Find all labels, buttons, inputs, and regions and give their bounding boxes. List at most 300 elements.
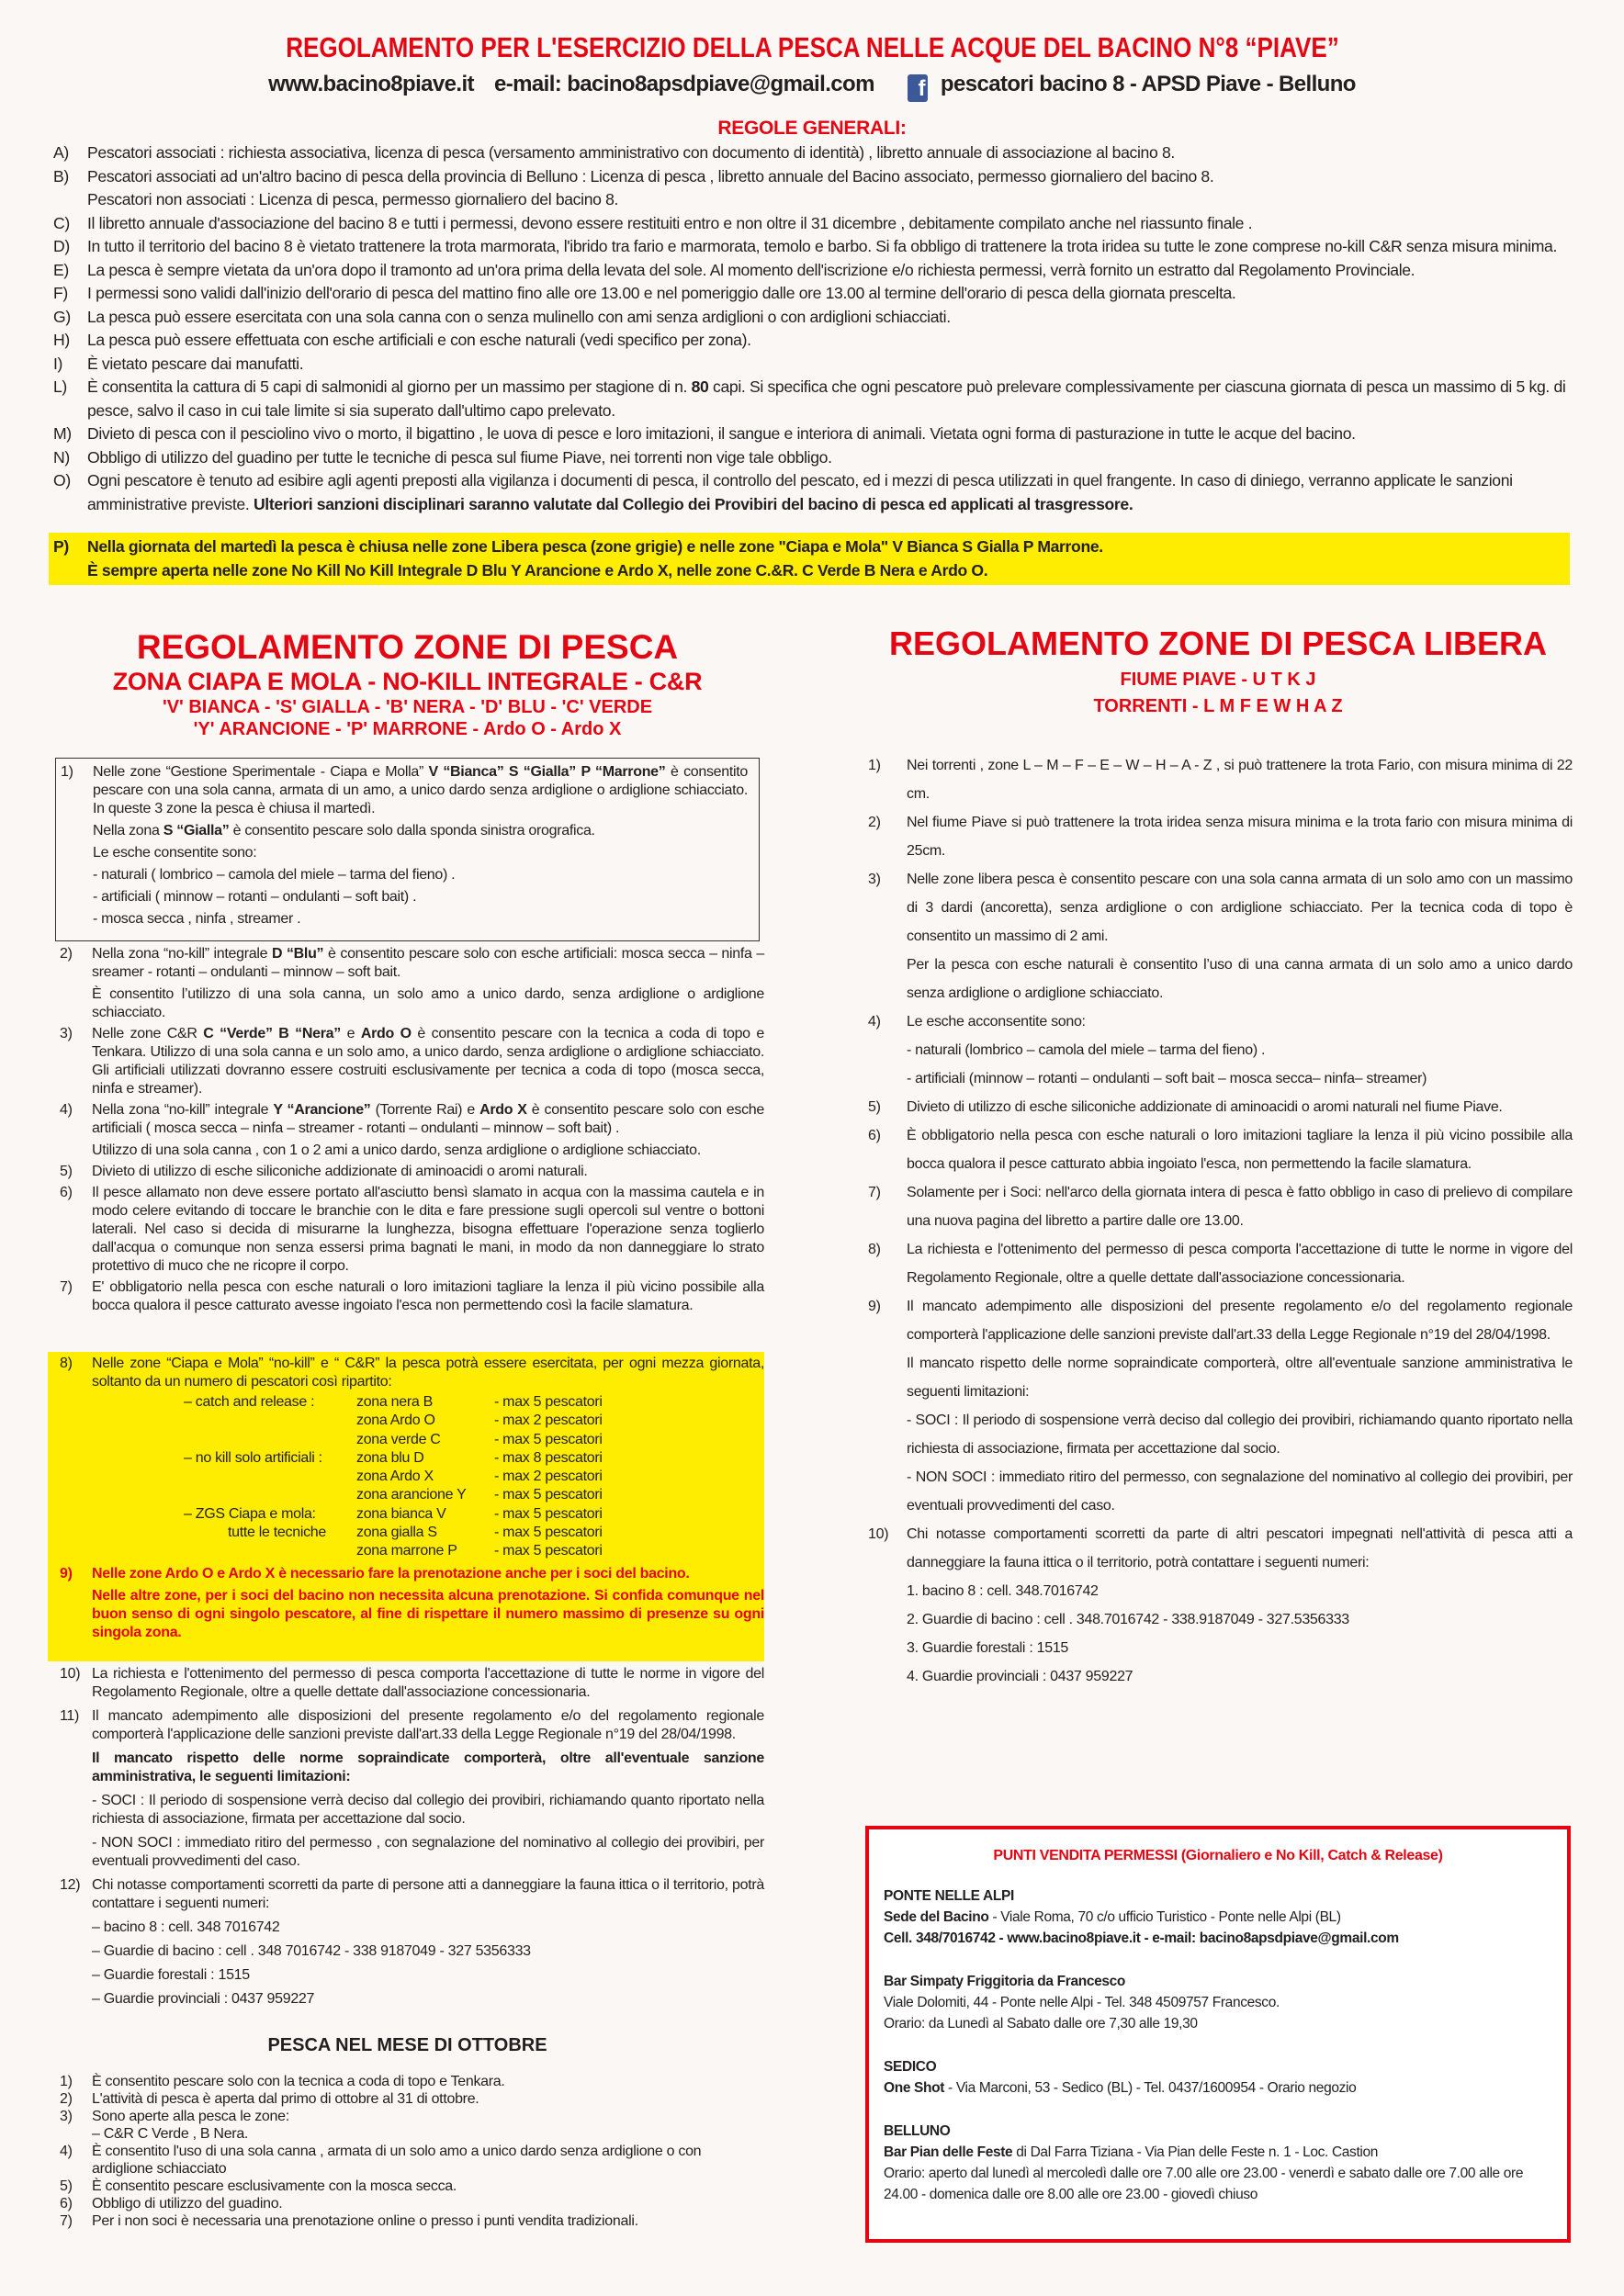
text-segment: 4. Guardie provinciali : 0437 959227 <box>907 1669 1133 1684</box>
list-item <box>863 808 1573 865</box>
paragraph <box>92 2212 764 2230</box>
quota-category <box>184 1412 356 1430</box>
list-item <box>49 212 1573 236</box>
list-item <box>863 865 1573 1007</box>
text-segment: 1. bacino 8 : cell. 348.7016742 <box>907 1583 1099 1599</box>
list-item <box>49 535 1570 582</box>
zone-rules-list <box>51 945 764 1318</box>
list-item <box>863 1007 1573 1093</box>
text-segment: V “Bianca” S “Gialla” P “Marrone” <box>428 764 666 780</box>
text-segment: Sono aperte alla pesca le zone: <box>92 2109 289 2124</box>
text-segment: Nel fiume Piave si può trattenere la trota iridea senza misura minima e la trota fario con misura minima di 25cm. <box>907 815 1573 859</box>
item-body <box>87 469 1573 516</box>
text-segment: È sempre aperta nelle zone No Kill No Kill Integrale D Blu Y Arancione e Ardo X, nelle zone C.&R. C Verde B Nera e Ardo O. <box>87 560 988 580</box>
item-number: 5) <box>60 1164 73 1179</box>
item-body <box>93 763 748 929</box>
quota-category <box>184 1431 356 1449</box>
item-number: A) <box>53 143 69 162</box>
paragraph <box>92 1587 764 1642</box>
paragraph <box>87 212 1573 236</box>
paragraph <box>87 188 1573 212</box>
paragraph <box>87 376 1573 422</box>
quota-category: – ZGS Ciapa e mola: <box>184 1505 316 1522</box>
list-item <box>49 446 1573 470</box>
list-item <box>49 306 1573 330</box>
quota-zone: zona nera B <box>356 1394 433 1410</box>
paragraph <box>92 2090 764 2108</box>
item-number: 10) <box>868 1526 889 1542</box>
quota-category <box>184 1542 356 1560</box>
item-number: 2) <box>60 2091 73 2107</box>
text-segment: One Shot <box>884 2080 945 2096</box>
text-segment: Orario: aperto dal lunedì al mercoledì dalle ore 7.00 alle ore 23.00 - venerdì e sabato dalle ore 7.00 alle ore 24.00 - domenica dalle ore 8.00 alle ore 23.00 - giovedì chiuso <box>884 2166 1524 2202</box>
item-body <box>907 1121 1573 1178</box>
text-segment: Ulteriori sanzioni disciplinari saranno valutate dal Collegio dei Provibiri del bacino di pesca ed applicati al trasgressore. <box>253 494 1133 513</box>
paragraph <box>92 1163 764 1181</box>
text-segment: È consentita la cattura di 5 capi di salmonidi al giorno per un massimo per stagione di n. <box>87 377 692 396</box>
paragraph <box>907 1662 1573 1691</box>
item-number: 3) <box>60 1026 73 1041</box>
text-segment: - NON SOCI : immediato ritiro del permesso, con segnalazione del nominativo al collegio dei provibiri, per eventuali provvedimenti del caso. <box>907 1469 1573 1514</box>
text-segment: - Viale Roma, 70 c/o ufficio Turistico - Ponte nelle Alpi (BL) <box>988 1909 1341 1925</box>
list-item <box>51 2178 764 2195</box>
paragraph <box>87 329 1573 353</box>
item-number: 8) <box>868 1242 881 1257</box>
text-segment: Nei torrenti , zone L – M – F – E – W – H – A - Z , si può trattenere la trota Fario, con misura minima di 22 cm. <box>907 758 1573 802</box>
item-number: 1) <box>61 764 73 780</box>
text-segment: Divieto di pesca con il pesciolino vivo o morto, il bigattino , le uova di pesce e loro imitazioni, il sangue e interiora di animali. Vietata ogni forma di pasturazione in tutte le acque del bacino. <box>87 424 1356 443</box>
sales-point <box>884 1971 1552 2034</box>
item-body <box>907 1292 1573 1520</box>
item-body <box>92 945 764 1022</box>
quota-max: - max 5 pescatori <box>494 1431 603 1447</box>
quota-category: tutte le tecniche <box>228 1525 326 1541</box>
list-item <box>49 353 1573 377</box>
text-segment: - SOCI : Il periodo di sospensione verrà deciso dal collegio dei provibiri, richiamando quanto riportato nella richiesta di associazione, firmata per accettazione dal socio. <box>907 1412 1573 1457</box>
paragraph <box>92 1184 764 1276</box>
item-number: 10) <box>60 1666 81 1682</box>
quota-zone: zona gialla S <box>356 1525 437 1541</box>
paragraph <box>907 951 1573 1007</box>
item-number: 9) <box>868 1299 881 1314</box>
text-segment: La richiesta e l'ottenimento del permesso di pesca comporta l'accettazione di tutte le norme in vigore del Regolamento Regionale, oltre a quelle dettate dall'associazione concessionaria. <box>907 1242 1573 1286</box>
item-number: C) <box>53 213 70 232</box>
paragraph <box>907 1064 1573 1093</box>
free-zone-header <box>863 621 1573 720</box>
item-number: 12) <box>60 1877 81 1893</box>
item-number: 4) <box>60 2144 73 2159</box>
list-item <box>863 1121 1573 1178</box>
sales-point <box>884 2056 1552 2099</box>
list-item <box>49 376 1573 422</box>
stream-zones: TORRENTI - L M F E W H A Z <box>1093 696 1343 716</box>
text-segment: La pesca è sempre vietata da un'ora dopo il tramonto ad un'ora prima della levata del sole. Al momento dell'iscrizione e/o richiesta permessi, verrà fornito un estratto dal Regolamento Provinciale. <box>87 260 1415 279</box>
paragraph <box>87 282 1573 306</box>
list-item <box>51 2143 764 2178</box>
text-segment: Nelle zone Ardo O e Ardo X è necessario fare la prenotazione anche per i soci del bacino. <box>92 1565 690 1581</box>
item-body <box>92 1163 764 1181</box>
text-segment: - artificiali (minnow – rotanti – ondulanti – soft bait – mosca secca– ninfa– streamer) <box>907 1071 1427 1086</box>
list-item <box>56 763 748 929</box>
list-item <box>863 1093 1573 1121</box>
text-segment: - artificiali ( minnow – rotanti – ondulanti – soft bait) . <box>93 889 417 905</box>
text-segment: Per la pesca con esche naturali è consentito l’uso di una canna armata di un solo amo a unico dardo senza ardiglione o ardiglione schiacciato. <box>907 957 1573 1001</box>
paragraph <box>907 1520 1573 1577</box>
item-body <box>92 2212 764 2230</box>
text-segment: Nelle zone libera pesca è consentito pescare con una sola canna armata di un solo amo con un massimo di 3 dardi (ancoretta), senza ardiglione o con ardiglione schiacciato. Per la tecnica coda di topo è consentito un massimo di 2 ami. <box>907 872 1573 944</box>
item-body <box>92 1665 764 1702</box>
list-item <box>51 2073 764 2090</box>
zone-rule-box <box>55 758 760 941</box>
general-rules-heading: REGOLE GENERALI: <box>717 118 907 139</box>
paragraph <box>92 1876 764 1913</box>
text-segment: Cell. 348/7016742 - www.bacino8piave.it - e-mail: bacino8apsdpiave@gmail.com <box>884 1930 1399 1946</box>
paragraph <box>92 2073 764 2090</box>
item-body <box>87 376 1573 422</box>
item-body <box>87 306 1573 330</box>
text-segment: Bar Pian delle Feste <box>884 2144 1013 2160</box>
item-number: 1) <box>868 758 881 773</box>
text-segment: La richiesta e l'ottenimento del permesso di pesca comporta l'accettazione di tutte le norme in vigore del Regolamento Regionale, oltre a quelle dettate dall'associazione concessionaria. <box>92 1666 764 1700</box>
paragraph <box>87 235 1573 259</box>
paragraph <box>87 559 1570 583</box>
quota-zone: zona marrone P <box>356 1543 457 1559</box>
text-segment: S “Gialla” <box>163 823 230 838</box>
text-segment: Le esche consentite sono: <box>93 845 257 861</box>
text-segment: Sede del Bacino <box>884 1909 989 1925</box>
paragraph <box>87 353 1573 377</box>
list-item <box>863 1520 1573 1691</box>
item-body <box>907 1007 1573 1093</box>
item-number: I) <box>53 354 63 373</box>
list-item <box>49 235 1573 259</box>
general-rules-highlight <box>49 533 1570 585</box>
text-segment: Solamente per i Soci: nell'arco della giornata intera di pesca è fatto obbligo in caso di prelievo di compilare una nuova pagina del libretto a partire dalle ore 13.00. <box>907 1185 1573 1229</box>
item-body <box>92 2073 764 2090</box>
quota-zone: zona bianca V <box>356 1505 446 1522</box>
item-body <box>92 1184 764 1276</box>
quota-zone: zona blu D <box>356 1449 424 1466</box>
paragraph <box>92 1025 764 1098</box>
zone-rules-list-continued <box>51 1665 764 2014</box>
text-segment: Il mancato rispetto delle norme sopraindicate comporterà, oltre all'eventuale sanzione amministrativa le seguenti limitazioni: <box>907 1356 1573 1400</box>
item-number: 3) <box>868 872 881 887</box>
text-segment: È consentito l'uso di una sola canna , armata di un solo amo a unico dardo senza ardiglione o con ardiglione schiacciato <box>92 2144 702 2177</box>
text-segment: Pescatori non associati : Licenza di pesca, permesso giornaliero del bacino 8. <box>87 190 619 208</box>
permit-sales-box <box>865 1826 1571 2243</box>
text-segment: È consentito l’utilizzo di una sola canna, un solo amo a unico dardo, senza ardiglione o ardiglione schiacciato. <box>92 986 764 1020</box>
paragraph <box>907 1577 1573 1605</box>
sales-point <box>884 1885 1552 1949</box>
quota-zone: zona Ardo X <box>356 1469 434 1485</box>
item-number: 1) <box>60 2074 73 2089</box>
paragraph <box>92 985 764 1022</box>
item-body <box>87 329 1573 353</box>
text-segment: Il mancato adempimento alle disposizioni del presente regolamento e/o del regolamento regionale comporterà l'applicazione delle sanzioni previste dall'art.33 della Legge Regionale n°19 del 28/04/1998. <box>907 1299 1573 1343</box>
list-item <box>51 2108 764 2143</box>
facebook-icon: f <box>908 74 928 102</box>
text-segment: Nella giornata del martedì la pesca è chiusa nelle zone Libera pesca (zone grigie) e nelle zone "Ciapa e Mola" V Bianca S Gialla P Marrone. <box>87 537 1103 556</box>
paragraph <box>92 1278 764 1315</box>
sales-point-line <box>884 2077 1552 2099</box>
quota-table <box>184 1393 764 1561</box>
item-body <box>92 2178 764 2195</box>
paragraph <box>92 1101 764 1138</box>
paragraph <box>87 446 1573 470</box>
paragraph <box>87 306 1573 330</box>
item-body <box>92 1707 764 1871</box>
item-number: 2) <box>60 946 73 962</box>
text-segment: Nelle altre zone, per i soci del bacino non necessita alcuna prenotazione. Si confida comunque nel buon senso di ogni singolo pescatore, al fine di rispettare il numero massimo di presenze su ogni singola zona. <box>92 1587 764 1640</box>
text-segment: è consentito pescare solo dalla sponda sinistra orografica. <box>229 823 595 838</box>
paragraph <box>92 1919 764 1937</box>
sales-point-name: SEDICO <box>884 2059 937 2075</box>
text-segment: è consentito pescare solo con esche artificiali: mosca secca – ninfa – sreamer - rotanti – ondulanti – minnow – soft bait. <box>92 946 764 980</box>
quota-max: - max 5 pescatori <box>494 1505 603 1522</box>
item-number: 6) <box>868 1128 881 1143</box>
paragraph <box>907 1093 1573 1121</box>
quota-category: – no kill solo artificiali : <box>184 1449 322 1466</box>
quota-zone: zona arancione Y <box>356 1487 467 1503</box>
item-body <box>87 141 1573 165</box>
text-segment: - mosca secca , ninfa , streamer . <box>93 911 301 927</box>
paragraph <box>93 844 748 862</box>
item-body <box>92 1101 764 1160</box>
text-segment: Il mancato rispetto delle norme sopraindicate comporterà, oltre all'eventuale sanzione amministrativa, le seguenti limitazioni: <box>92 1750 764 1784</box>
paragraph <box>907 1036 1573 1064</box>
item-body <box>87 259 1573 283</box>
text-segment: Il mancato adempimento alle disposizioni del presente regolamento e/o del regolamento regionale comporterà l'applicazione delle sanzioni previste dall'art.33 della Legge Regionale n°19 del 28/04/1998. <box>92 1708 764 1742</box>
text-segment: È obbligatorio nella pesca con esche naturali o loro imitazioni tagliare la lenza il più vicino possibile alla bocca qualora il pesce catturato abbia ingoiato l'esca, non permettendo la facile slamatura. <box>907 1128 1573 1172</box>
list-item <box>863 1235 1573 1292</box>
item-body <box>87 446 1573 470</box>
item-body <box>92 1565 764 1642</box>
contact-line <box>0 72 1624 102</box>
sales-point-line <box>884 2163 1552 2205</box>
text-segment: Le esche acconsentite sono: <box>907 1014 1086 1030</box>
list-item <box>49 165 1573 212</box>
text-segment: I permessi sono validi dall'inizio dell'orario di pesca del mattino fino alle ore 13.00 e nel pomeriggio dalle ore 13.00 al termine dell'orario di pesca della giornata prescelta. <box>87 284 1236 302</box>
text-segment: è consentito pescare con una sola canna, armata di un amo, a unico dardo senza ardiglione o ardiglione schiacciato. In queste 3 zone la pesca è chiusa il martedì. <box>93 764 749 816</box>
zone-list-line-1: 'V' BIANCA - 'S' GIALLA - 'B' NERA - 'D' BLU - 'C' VERDE <box>162 697 653 717</box>
paragraph <box>92 1834 764 1871</box>
email-link[interactable]: e-mail: bacino8apsdpiave@gmail.com <box>494 72 874 96</box>
list-item <box>51 1707 764 1871</box>
october-rules-list <box>51 2073 764 2230</box>
item-body <box>92 1025 764 1098</box>
item-number: G) <box>53 307 71 326</box>
quota-zone: zona Ardo O <box>356 1412 435 1429</box>
list-item <box>51 945 764 1022</box>
list-item <box>863 1178 1573 1235</box>
text-segment: Nelle zone “Gestione Sperimentale - Ciapa e Molla” <box>93 764 429 780</box>
item-number: 3) <box>60 2109 73 2124</box>
item-number: 7) <box>60 2213 73 2229</box>
text-segment: La pesca può essere esercitata con una sola canna con o senza mulinello con ami senza ardiglioni o con ardiglioni schiacciati. <box>87 307 951 326</box>
paragraph <box>92 2108 764 2125</box>
text-segment: Divieto di utilizzo di esche siliconiche addizionate di aminoacidi o aromi naturali. <box>92 1164 588 1179</box>
quota-max: - max 2 pescatori <box>494 1469 603 1485</box>
quota-category <box>184 1468 356 1486</box>
text-segment: Ardo X <box>479 1102 527 1118</box>
paragraph <box>907 1463 1573 1520</box>
item-body <box>92 2108 764 2143</box>
text-segment: Il pesce allamato non deve essere portato all'asciutto bensì slamato in acqua con la massima cautela e in modo celere evitando di toccare le branchie con le dita e fare pressione sugli opercoli sul ventre o bottoni laterali. Nel caso si decida di misurarne la lunghezza, bisogna effettuare l'operazione senza toglierlo dall'acqua o comunque non senza essersi prima bagnati le mani, in modo da non danneggiare lo strato protettivo di muco che ne ricopre il corpo. <box>92 1185 764 1274</box>
paragraph <box>92 945 764 982</box>
list-item <box>51 2090 764 2108</box>
text-segment: Obbligo di utilizzo del guadino. <box>92 2196 283 2212</box>
text-segment: Viale Dolomiti, 44 - Ponte nelle Alpi - Tel. 348 4509757 Francesco. <box>884 1995 1280 2010</box>
item-number: 5) <box>60 2178 73 2194</box>
text-segment: capi. Si specifica che ogni pescatore può prelevare complessivamente per ciascuna giornata di pesca un massimo di 5 kg. di pesce, salvo il caso in cui tale limite si sia superato dall'ultimo capo prelevato. <box>87 377 1566 420</box>
list-item <box>51 1278 764 1315</box>
item-number: 11) <box>60 1708 80 1724</box>
permit-sales-heading: PUNTI VENDITA PERMESSI (Giornaliero e No Kill, Catch & Release) <box>993 1848 1443 1863</box>
item-number: 7) <box>868 1185 881 1200</box>
october-heading: PESCA NEL MESE DI OTTOBRE <box>267 2035 547 2055</box>
paragraph <box>93 866 748 884</box>
item-body <box>907 1178 1573 1235</box>
text-segment: – Guardie di bacino : cell . 348 7016742 - 338 9187049 - 327 5356333 <box>92 1943 531 1959</box>
item-body <box>907 1235 1573 1292</box>
paragraph <box>907 865 1573 951</box>
paragraph <box>92 1792 764 1829</box>
text-segment: Pescatori associati ad un'altro bacino di pesca della provincia di Belluno : Licenza di pesca , libretto annuale del Bacino associato, permesso giornaliero del bacino 8. <box>87 166 1214 186</box>
text-segment: È consentito pescare solo con la tecnica a coda di topo e Tenkara. <box>92 2074 505 2089</box>
item-body <box>92 1876 764 2009</box>
text-segment: È consentito pescare esclusivamente con la mosca secca. <box>92 2178 457 2194</box>
list-item <box>863 751 1573 808</box>
text-segment: Orario: da Lunedì al Sabato dalle ore 7,30 alle 19,30 <box>884 2016 1198 2032</box>
text-segment: In tutto il territorio del bacino 8 è vietato trattenere la trota marmorata, l'ibrido tra fario e marmorata, temolo e barbo. Si fa obbligo di trattenere la trota iridea su tutte le zone comprese no-kill C&R senza misura minima. <box>87 237 1558 255</box>
text-segment: (Torrente Rai) e <box>370 1102 480 1118</box>
text-segment: 3. Guardie forestali : 1515 <box>907 1640 1069 1656</box>
zone-rules-subtitle: ZONA CIAPA E MOLA - NO-KILL INTEGRALE - C&R <box>112 668 703 695</box>
paragraph <box>87 141 1573 165</box>
list-item <box>49 282 1573 306</box>
text-segment: Y “Arancione” <box>273 1102 371 1118</box>
item-number: N) <box>53 447 70 467</box>
item-body <box>87 235 1573 259</box>
item-number: 7) <box>60 1279 73 1295</box>
item-number: H) <box>53 331 70 349</box>
paragraph: Nelle zone “Ciapa e Mola” “no-kill” e “ C&R” la pesca potrà essere esercitata, per ogni mezza giornata, soltanto da un numero di pescatori così ripartito: <box>92 1356 764 1390</box>
text-segment: Obbligo di utilizzo del guadino per tutte le tecniche di pesca sul fiume Piave, nei torrenti non vige tale obbligo. <box>87 447 832 467</box>
text-segment: 2. Guardie di bacino : cell . 348.7016742 - 338.9187049 - 327.5356333 <box>907 1612 1349 1627</box>
general-rules-list <box>49 141 1573 516</box>
list-item <box>51 2212 764 2230</box>
text-segment: – Guardie forestali : 1515 <box>92 1967 250 1983</box>
quota-zone: zona verde C <box>356 1431 441 1447</box>
sales-point-name: BELLUNO <box>884 2123 951 2139</box>
paragraph <box>907 1007 1573 1036</box>
list-item <box>49 329 1573 353</box>
text-segment: E' obbligatorio nella pesca con esche naturali o loro imitazioni tagliare la lenza il più vicino possibile alla bocca qualora il pesce catturato avesse ingoiato l'esca non permettendo così la facile slamatura. <box>92 1279 764 1313</box>
item-body <box>907 751 1573 808</box>
text-segment: di Dal Farra Tiziana - Via Pian delle Feste n. 1 - Loc. Castion <box>1012 2144 1379 2160</box>
quota-max: - max 2 pescatori <box>494 1412 603 1429</box>
text-segment: è consentito pescare solo con esche artificiali ( mosca secca – ninfa – streamer - rotanti – ondulanti – minnow – soft bait) . <box>92 1102 765 1136</box>
paragraph <box>907 1605 1573 1634</box>
item-number: 4) <box>60 1102 73 1118</box>
list-item <box>49 422 1573 446</box>
paragraph <box>87 469 1573 516</box>
item-number: E) <box>53 260 69 279</box>
paragraph <box>92 1990 764 2009</box>
item-number: 5) <box>868 1099 881 1115</box>
quota-max: - max 5 pescatori <box>494 1543 603 1559</box>
text-segment: Il libretto annuale d'associazione del bacino 8 e tutti i permessi, devono essere restituiti entro e non oltre il 31 dicembre , debitamente compilato anche nel riassunto finale . <box>87 213 1253 232</box>
text-segment: - naturali ( lombrico – camola del miele – tarma del fieno) . <box>93 867 456 883</box>
text-segment: Chi notasse comportamenti scorretti da parte di altri pescatori impegnati nell'attività di pesca atti a danneggiare la fauna ittica o il territorio, potrà contattare i seguenti numeri: <box>907 1526 1573 1570</box>
paragraph <box>907 751 1573 808</box>
zone-rules-title: REGOLAMENTO ZONE DI PESCA <box>136 628 679 666</box>
item-number: 2) <box>868 815 881 830</box>
item-body <box>87 353 1573 377</box>
zone-list-line-2: 'Y' ARANCIONE - 'P' MARRONE - Ardo O - Ardo X <box>193 719 622 739</box>
sales-point-name: PONTE NELLE ALPI <box>884 1888 1014 1904</box>
paragraph <box>92 1966 764 1985</box>
quota-max: - max 5 pescatori <box>494 1487 603 1503</box>
text-segment: - naturali (lombrico – camola del miele – tarma del fieno) . <box>907 1042 1266 1058</box>
item-body <box>87 535 1570 582</box>
item-body <box>92 2090 764 2108</box>
river-zones: FIUME PIAVE - U T K J <box>1120 670 1316 690</box>
list-item <box>51 1876 764 2009</box>
facebook-page[interactable]: pescatori bacino 8 - APSD Piave - Belluno <box>940 72 1356 96</box>
item-body <box>87 165 1573 212</box>
website-link[interactable]: www.bacino8piave.it <box>268 72 474 96</box>
item-body <box>907 1093 1573 1121</box>
text-segment: Divieto di utilizzo di esche siliconiche addizionate di aminoacidi o aromi naturali nel fiume Piave. <box>907 1099 1503 1115</box>
free-zone-rules-list <box>863 751 1573 1691</box>
paragraph <box>907 1634 1573 1662</box>
sales-point-line <box>884 2013 1552 2034</box>
paragraph <box>907 1121 1573 1178</box>
list-item <box>51 1163 764 1181</box>
quota-category: – catch and release : <box>184 1394 315 1410</box>
paragraph <box>92 1565 764 1583</box>
paragraph <box>93 763 748 818</box>
text-segment: Nella zona “no-kill” integrale <box>92 1102 274 1118</box>
item-body <box>87 212 1573 236</box>
item-body <box>907 1520 1573 1691</box>
text-segment: Nelle zone C&R <box>92 1026 204 1041</box>
paragraph <box>907 1406 1573 1463</box>
paragraph <box>907 808 1573 865</box>
item-number: P) <box>53 537 69 556</box>
text-segment: Chi notasse comportamenti scorretti da parte di persone atti a danneggiare la fauna ittica o il territorio, potrà contattare i seguenti numeri: <box>92 1877 764 1911</box>
free-zone-title: REGOLAMENTO ZONE DI PESCA LIBERA <box>888 625 1548 662</box>
paragraph <box>907 1292 1573 1349</box>
paragraph <box>907 1235 1573 1292</box>
sales-point-line <box>884 1907 1552 1928</box>
sales-point-line <box>884 1992 1552 2013</box>
paragraph <box>87 422 1573 446</box>
paragraph <box>92 2178 764 2195</box>
list-item <box>51 1184 764 1276</box>
quota-max: - max 5 pescatori <box>494 1394 603 1410</box>
item-number: 8) <box>60 1356 73 1371</box>
text-segment: Nella zona “no-kill” integrale <box>92 946 272 962</box>
item-body <box>87 422 1573 446</box>
paragraph <box>92 2125 764 2143</box>
list-item <box>51 1101 764 1160</box>
text-segment: La pesca può essere effettuata con esche artificiali e con esche naturali (vedi specifico per zona). <box>87 331 751 349</box>
sales-point-name: Bar Simpaty Friggitoria da Francesco <box>884 1974 1126 1989</box>
text-segment: Utilizzo di una sola canna , con 1 o 2 ami a unico dardo, senza ardiglione o ardiglione schiacciato. <box>92 1142 701 1158</box>
document-title: REGOLAMENTO PER L'ESERCIZIO DELLA PESCA NELLE ACQUE DEL BACINO N°8 “PIAVE” <box>285 31 1339 63</box>
